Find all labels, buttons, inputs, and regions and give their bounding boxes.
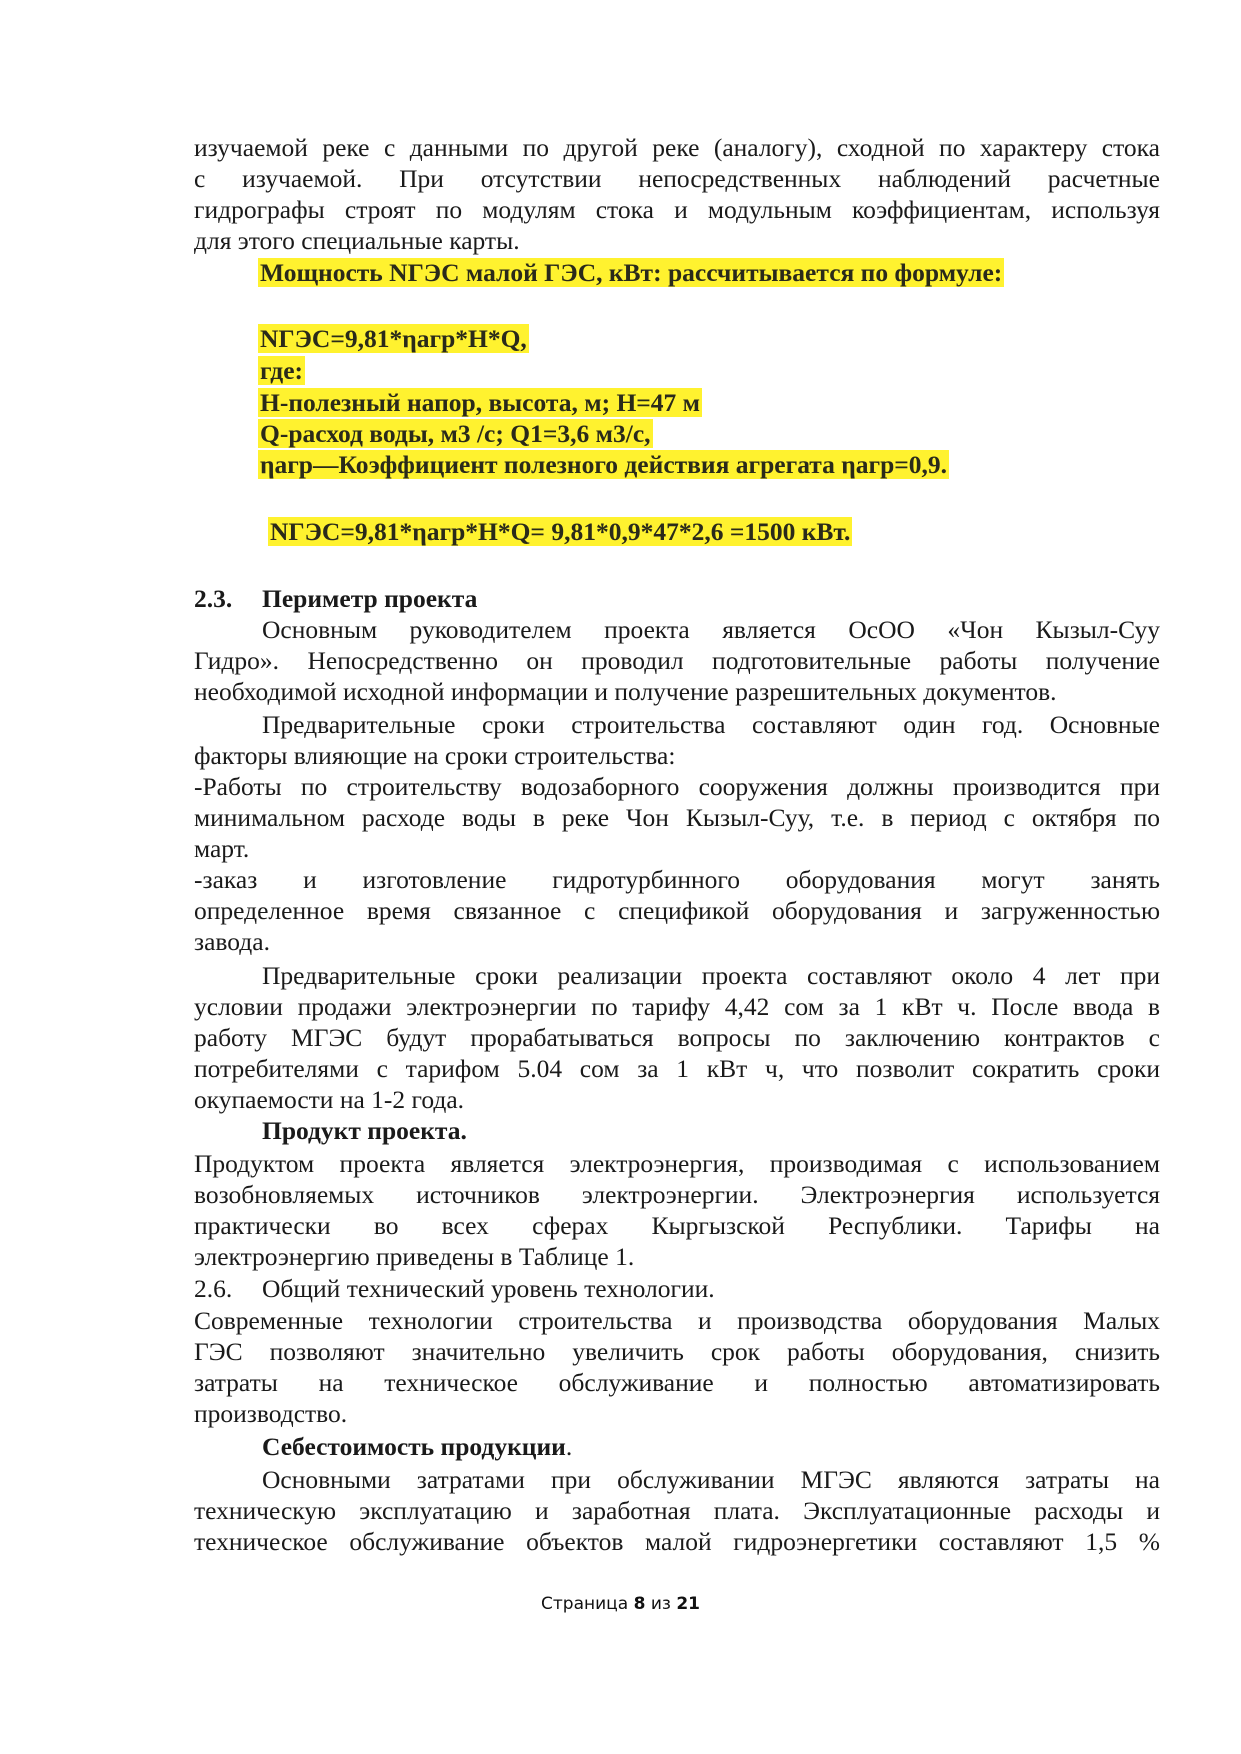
product-line-3: практически во всех сферах Кыргызской Республики. Тарифы на	[194, 1211, 1160, 1240]
footer-total-pages: 21	[676, 1594, 700, 1614]
cost-title-suffix: .	[565, 1432, 573, 1461]
s23-line-16: окупаемости на 1-2 года.	[194, 1085, 465, 1114]
s23-line-12: Предварительные сроки реализации проекта составляют около 4 лет при	[262, 961, 1160, 990]
s26-line-2: ГЭС позволяют значительно увеличить срок работы оборудования, снизить	[194, 1337, 1160, 1366]
s23-line-3: необходимой исходной информации и получение разрешительных документов.	[194, 677, 1057, 706]
page-footer	[0, 1594, 1241, 1614]
section-2-6-number: 2.6.	[194, 1274, 233, 1303]
s23-line-1: Основным руководителем проекта является ОсОО «Чон Кызыл-Суу	[262, 615, 1160, 644]
formula-result: NГЭС=9,81*ηагр*H*Q= 9,81*0,9*47*2,6 =1500 кВт.	[270, 517, 851, 546]
s23-line-2: Гидро». Непосредственно он проводил подготовительные работы получение	[194, 646, 1160, 675]
cost-line-1: Основными затратами при обслуживании МГЭС являются затраты на	[262, 1465, 1160, 1494]
formula-where: где:	[260, 356, 304, 385]
cost-line-2: техническую эксплуатацию и заработная плата. Эксплуатационные расходы и	[194, 1496, 1160, 1525]
footer-of: из	[650, 1594, 671, 1614]
s26-line-1: Современные технологии строительства и производства оборудования Малых	[194, 1306, 1160, 1335]
product-line-2: возобновляемых источников электроэнергии. Электроэнергия используется	[194, 1180, 1160, 1209]
s23-line-11: завода.	[194, 927, 270, 956]
formula-heading-wrap	[258, 257, 1004, 289]
product-line-4: электроэнергию приведены в Таблице 1.	[194, 1242, 635, 1271]
formula: NГЭС=9,81*ηагр*H*Q,	[260, 324, 527, 353]
eta-definition-wrap	[258, 449, 949, 481]
cost-line-3: техническое обслуживание объектов малой гидроэнергетики составляют 1,5 %	[194, 1527, 1160, 1556]
intro-line-4: для этого специальные карты.	[194, 226, 520, 255]
section-2-6-heading	[194, 1273, 1160, 1305]
s23-line-10: определенное время связанное с спецификой оборудования и загруженностью	[194, 896, 1160, 925]
s23-line-8: март.	[194, 834, 250, 863]
s26-line-4: производство.	[194, 1399, 348, 1428]
formula-heading: Мощность NГЭС малой ГЭС, кВт: рассчитывается по формуле:	[260, 258, 1003, 287]
s23-line-6: -Работы по строительству водозаборного сооружения должны производится при	[194, 772, 1160, 801]
s23-line-5: факторы влияющие на сроки строительства:	[194, 741, 676, 770]
footer-prefix: Страница	[541, 1594, 629, 1614]
section-2-3-number: 2.3.	[194, 584, 233, 613]
intro-line-3: гидрографы строят по модулям стока и модульным коэффициентам, используя	[194, 195, 1160, 224]
s23-line-14: работу МГЭС будут прорабатываться вопросы по заключению контрактов с	[194, 1023, 1160, 1052]
formula-result-wrap	[268, 516, 852, 548]
formula-wrap	[258, 323, 529, 355]
s23-line-4: Предварительные сроки строительства составляют один год. Основные	[262, 710, 1160, 739]
s23-line-15: потребителями с тарифом 5.04 сом за 1 кВт ч, что позволит сократить сроки	[194, 1054, 1160, 1083]
section-2-3-heading	[194, 583, 1160, 615]
product-heading: Продукт проекта.	[262, 1116, 467, 1145]
s23-line-9: -заказ и изготовление гидротурбинного оборудования могут занять	[194, 865, 1160, 894]
section-2-6-title: Общий технический уровень технологии.	[262, 1274, 715, 1303]
eta-definition: ηагр—Коэффициент полезного действия агрегата ηагр=0,9.	[260, 450, 948, 479]
s23-line-7: минимальном расходе воды в реке Чон Кызыл-Суу, т.е. в период с октября по	[194, 803, 1160, 832]
cost-heading	[262, 1431, 1160, 1463]
q-definition-wrap	[258, 418, 653, 450]
s23-line-13: условии продажи электроэнергии по тарифу 4,42 сом за 1 кВт ч. После ввода в	[194, 992, 1160, 1021]
section-2-3-title: Периметр проекта	[262, 584, 478, 613]
intro-line-1: изучаемой реке с данными по другой реке (аналогу), сходной по характеру стока	[194, 133, 1160, 162]
footer-current-page: 8	[633, 1594, 646, 1614]
h-definition: H-полезный напор, высота, м; H=47 м	[260, 388, 701, 417]
s26-line-3: затраты на техническое обслуживание и полностью автоматизировать	[194, 1368, 1160, 1397]
h-definition-wrap	[258, 387, 702, 419]
intro-line-2: с изучаемой. При отсутствии непосредственных наблюдений расчетные	[194, 164, 1160, 193]
formula-where-wrap	[258, 355, 305, 387]
product-line-1: Продуктом проекта является электроэнергия, производимая с использованием	[194, 1149, 1160, 1178]
cost-title: Себестоимость продукции	[262, 1432, 566, 1461]
q-definition: Q-расход воды, м3 /с; Q1=3,6 м3/с,	[260, 419, 651, 448]
